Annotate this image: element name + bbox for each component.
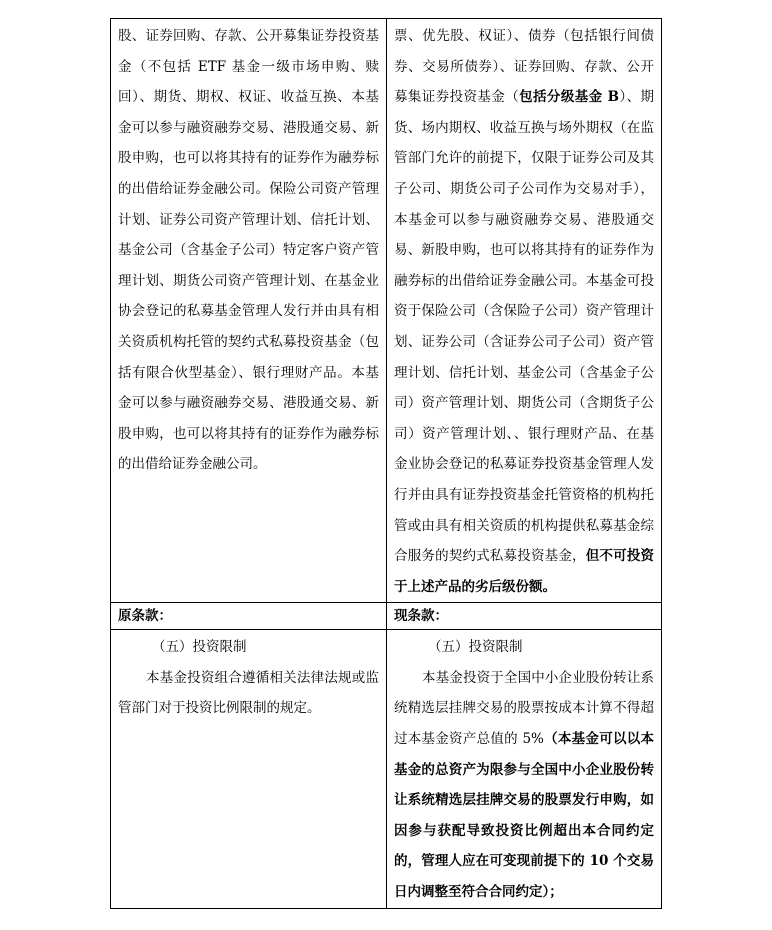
- revised-bold-part2: 但不可投资于上述产品的劣后级份额。: [394, 548, 655, 595]
- revised-limit-text: [394, 663, 654, 908]
- original-limit-heading: （五）投资限制: [152, 639, 247, 656]
- revised-limit-bold: （本基金可以以本基金的总资产为限参与全国中小企业股份转让系统精选层挂牌交易的股票发行申购，如因参与获配导致投资比例超出本合同约定的，管理人应在可变现前提下的 10 个交易日内调整至符合合同约定）；: [394, 731, 654, 901]
- revised-clause-cell: [387, 19, 662, 603]
- table-row: [111, 630, 662, 908]
- table-row: [111, 603, 662, 630]
- revised-limit-plain: 本基金投资于全国中小企业股份转让系统精选层挂牌交易的股票按成本计算不得超过本基金资产总值的 5%: [394, 669, 654, 748]
- revised-limit-cell: [387, 630, 662, 908]
- table-row: [111, 19, 662, 603]
- revised-bold-part1: 包括分级基金 B: [519, 89, 620, 106]
- revised-text-part1: 票、优先股、权证）、债券（包括银行间债券、交易所债券）、证券回购、存款、公开募集证券投资基金（: [394, 28, 654, 106]
- revised-clause-text: [394, 21, 654, 602]
- revised-text-part2: ）、期货、场内期权、收益互换与场外期权（在监管部门允许的前提下，仅限于证券公司及其子公司、期货公司子公司作为交易对手），本基金可以参与融资融券交易、港股通交易、新股申购，也可以将其持有的证券作为融券标的出借给证券金融公司。本基金可投资于保险公司（含保险子公司）资产管理计划、证券公司（含证券公司子公司）资产管理计划、信托计划、基金公司（含基金子公司）资产管理计划、期货公司（含期货子公司）资产管理计划、、银行理财产品、在基金业协会登记的私募证券投资基金管理人发行并由具有证券投资基金托管资格的机构托管或由具有相关资质的机构提供私募基金综合服务的契约式私募投资基金，: [394, 89, 655, 565]
- clause-comparison-table: [110, 18, 662, 909]
- original-clause-header: 原条款：: [111, 603, 387, 630]
- original-clause-text: 股、证券回购、存款、公开募集证券投资基金（不包括 ETF 基金一级市场申购、赎回）、期货、期权、权证、收益互换、本基金可以参与融资融券交易、港股通交易、新股申购，也可以将其持有的证券作为融券标的出借给证券金融公司。保险公司资产管理计划、证券公司资产管理计划、信托计划、基金公司（含基金子公司）特定客户资产管理计划、期货公司资产管理计划、在基金业协会登记的私募基金管理人发行并由具有相关资质机构托管的契约式私募投资基金（包括有限合伙型基金）、银行理财产品。本基金可以参与融资融券交易、港股通交易、新股申购，也可以将其持有的证券作为融券标的出借给证券金融公司。: [118, 28, 379, 473]
- revised-limit-heading: （五）投资限制: [428, 639, 523, 656]
- original-clause-cell: [111, 19, 387, 603]
- original-limit-text: 本基金投资组合遵循相关法律法规或监管部门对于投资比例限制的规定。: [118, 669, 379, 717]
- original-limit-cell: [111, 630, 387, 908]
- revised-clause-header: 现条款：: [387, 603, 662, 630]
